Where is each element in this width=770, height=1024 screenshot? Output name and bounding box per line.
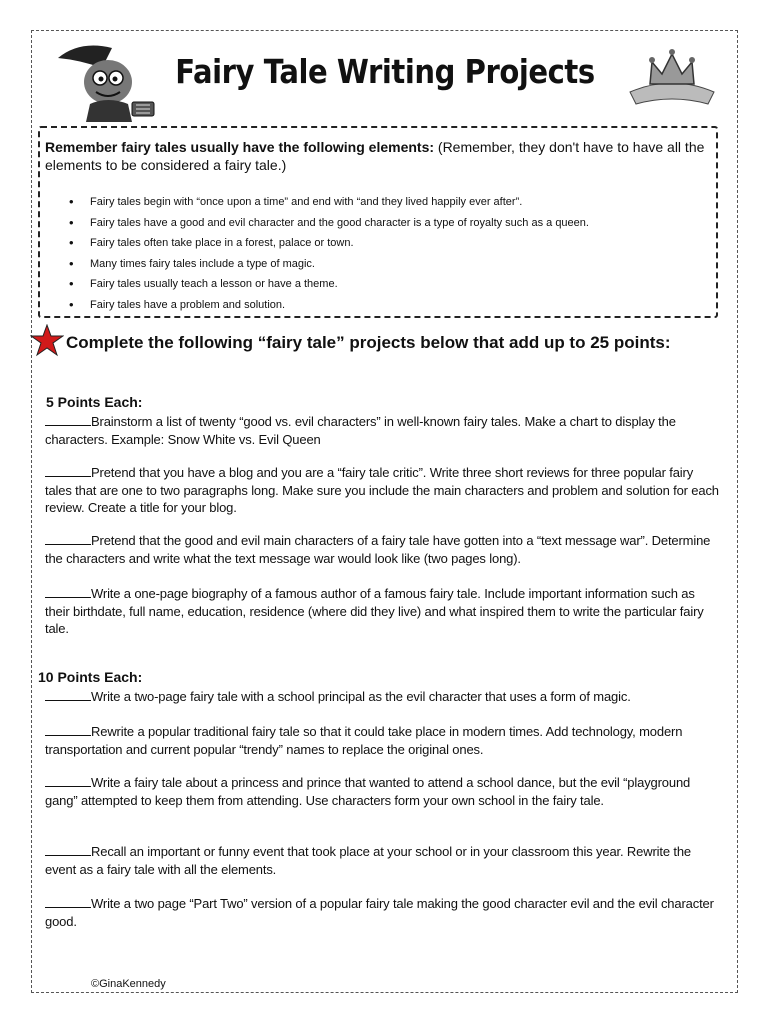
list-item: • Fairy tales have a good and evil character and the good character is a type of royalty such as a queen. [66,215,706,236]
project-item [45,464,720,517]
project-text: Write a fairy tale about a princess and prince that wanted to attend a school dance, but the evil “playground gang” attempted to keep them from attending. Use characters form your own school in the fairy tale. [45,775,691,808]
list-item: • Fairy tales begin with “once upon a time” and end with “and they lived happily ever after”. [66,194,706,215]
projects-heading-text: Complete the following “fairy tale” projects below that add up to 25 points: [66,333,671,352]
checkbox-blank[interactable] [45,774,91,787]
checkbox-blank[interactable] [45,723,91,736]
projects-heading [46,330,726,356]
elements-intro-bold: Remember fairy tales usually have the following elements: [45,139,435,155]
project-text: Rewrite a popular traditional fairy tale so that it could take place in modern times. Add technology, modern transportation and current popular “trendy” names to replace the original ones. [45,724,683,757]
project-text: Write a one-page biography of a famous author of a famous fairy tale. Include important information such as their birthdate, full name, education, residence (where did they live) and what inspired them to write the particular fairy tale. [45,586,704,636]
elements-list [66,194,706,318]
section-10-points-title: 10 Points Each: [38,669,143,685]
project-item [45,532,720,567]
project-text: Pretend that the good and evil main characters of a fairy tale have gotten into a “text message war”. Determine the characters and write what the text message war would look like (two pages long). [45,533,711,566]
project-item [45,413,720,448]
project-item [45,843,720,878]
checkbox-blank[interactable] [45,895,91,908]
list-item: • Many times fairy tales include a type of magic. [66,256,706,277]
checkbox-blank[interactable] [45,585,91,598]
project-text: Write a two page “Part Two” version of a popular fairy tale making the good character evil and the evil character good. [45,896,714,929]
list-item: • Fairy tales often take place in a forest, palace or town. [66,235,706,256]
checkbox-blank[interactable] [45,532,91,545]
checkbox-blank[interactable] [45,464,91,477]
crown-on-pillow-icon [624,44,720,108]
project-item [45,688,720,706]
checkbox-blank[interactable] [45,688,91,701]
checkbox-blank[interactable] [45,843,91,856]
project-text: Brainstorm a list of twenty “good vs. evil characters” in well-known fairy tales. Make a chart to display the characters. Example: Snow White vs. Evil Queen [45,414,676,447]
project-item [45,723,720,758]
elements-intro [45,138,713,174]
project-item [45,895,720,930]
project-text: Recall an important or funny event that took place at your school or in your classroom this year. Rewrite the event as a fairy tale with all the elements. [45,844,692,877]
list-item: • Fairy tales have a problem and solution. [66,297,706,318]
section-5-points-title: 5 Points Each: [46,394,143,410]
list-item: • Fairy tales usually teach a lesson or have a theme. [66,276,706,297]
project-text: Write a two-page fairy tale with a school principal as the evil character that uses a form of magic. [91,689,631,704]
project-text: Pretend that you have a blog and you are a “fairy tale critic”. Write three short reviews for three popular fairy tales that are one to two paragraphs long. Make sure you include the main characters and problem and solution for each review. Create a title for your blog. [45,465,719,515]
checkbox-blank[interactable] [45,413,91,426]
copyright-footer: ©GinaKennedy [91,978,166,990]
elements-intro-rest: (Remember, they don't have to have all the elements to be considered a fairy tale.) [45,139,705,173]
project-item [45,774,720,809]
project-item [45,585,720,638]
page-title: Fairy Tale Writing Projects [175,52,595,91]
